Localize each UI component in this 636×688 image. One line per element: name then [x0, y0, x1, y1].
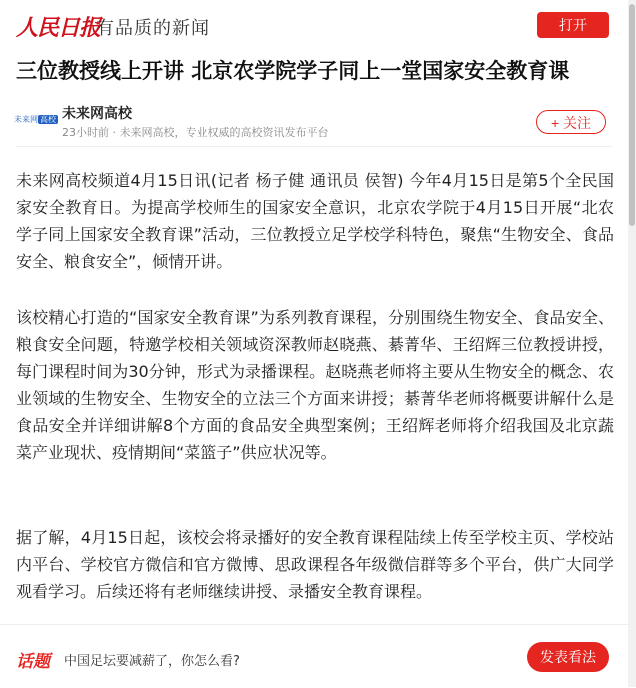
- divider: [16, 146, 612, 147]
- people-daily-logo: 人民日报: [16, 15, 101, 41]
- topic-question[interactable]: 中国足坛要减薪了，你怎么看?: [64, 654, 240, 669]
- article-paragraph-1: 未来网高校频道4月15日讯(记者 杨子健 通讯员 侯智) 今年4月15日是第5个全民国家安全教育日。为提高学校师生的国家安全意识，北京农学院于4月15日开展“北农学子同上国家安全教育课”活动，三位教授立足学校学科特色，聚焦“生物安全、食品安全、粮食安全”，倾情开讲。: [16, 171, 614, 271]
- top-header: [0, 0, 628, 48]
- author-meta: 23小时前 · 未来网高校，专业权威的高校资讯发布平台: [62, 126, 329, 139]
- header-slogan: 有品质的新闻: [96, 18, 210, 39]
- follow-button[interactable]: + 关注: [536, 110, 606, 134]
- article-paragraph-2: 该校精心打造的“国家安全教育课”为系列教育课程，分别围绕生物安全、食品安全、粮食安全问题，特邀学校相关领域资深教师赵晓燕、綦菁华、王绍辉三位教授讲授，每门课程时间为30分钟，形式为录播课程。赵晓燕老师将主要从生物安全的概念、农业领域的生物安全、生物安全的立法三个方面来讲授；綦菁华老师将概要讲解什么是食品安全并详细讲解8个方面的食品安全典型案例；王绍辉老师将介绍我国及北京蔬菜产业现状、疫情期间“菜篮子”供应状况等。: [16, 308, 614, 462]
- author-name[interactable]: 未来网高校: [62, 106, 132, 122]
- article-paragraph-3: 据了解，4月15日起，该校会将录播好的安全教育课程陆续上传至学校主页、学校站内平台、学校官方微信和官方微博、思政课程各年级微信群等多个平台，供广大同学观看学习。后续还将有老师继续讲授、录播安全教育课程。: [16, 528, 614, 601]
- post-opinion-button[interactable]: 发表看法: [527, 642, 609, 672]
- scrollbar-thumb[interactable]: [629, 4, 635, 226]
- author-avatar[interactable]: [14, 112, 54, 128]
- avatar-tag: 高校: [40, 115, 56, 124]
- page-scrollbar[interactable]: [628, 0, 636, 687]
- avatar-text: 未来网: [14, 115, 38, 124]
- open-app-button[interactable]: 打开: [537, 12, 609, 38]
- article-title: 三位教授线上开讲 北京农学院学子同上一堂国家安全教育课: [16, 59, 570, 83]
- topic-icon: 话题: [16, 652, 50, 672]
